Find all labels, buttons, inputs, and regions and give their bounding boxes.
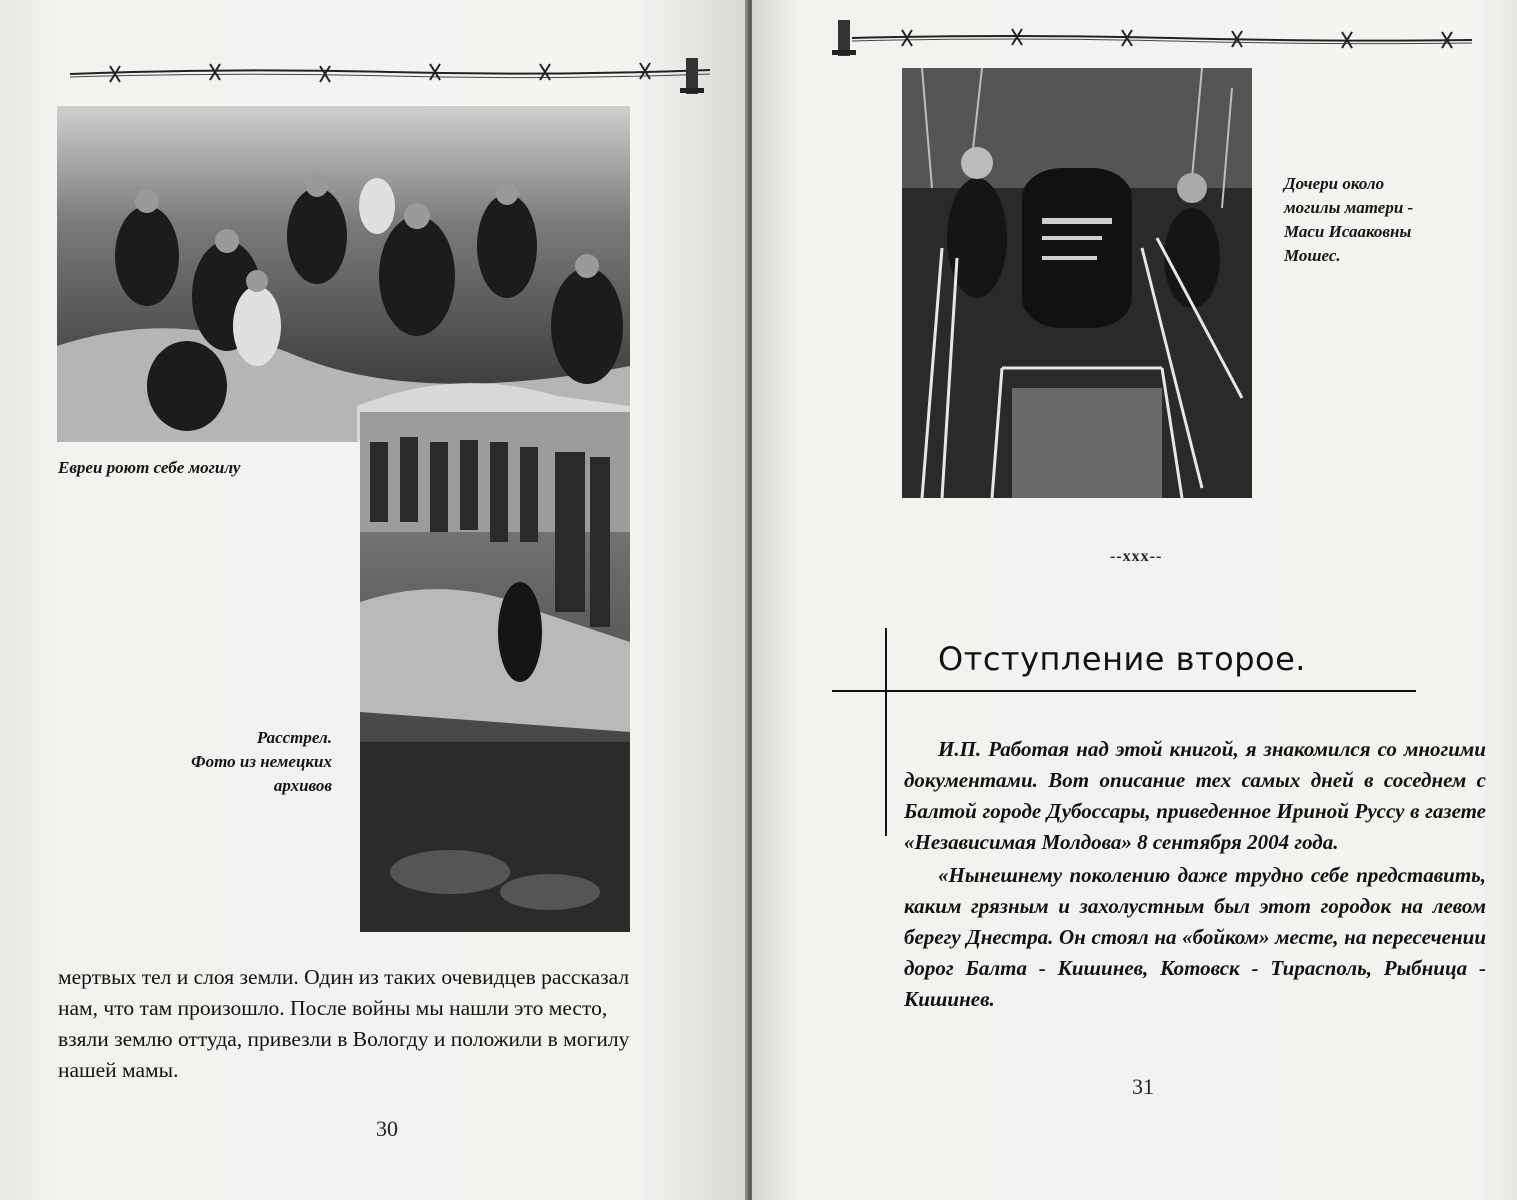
caption-line: могилы матери - (1284, 198, 1414, 217)
quote-paragraph: И.П. Работая над этой книгой, я знакомился со многими документами. Вот описание тех самых дней в соседнем с Балтой городе Дубоссары, приведенное Ириной Руссу в газете «Независимая Молдова» 8 сентября 2004 года. (904, 737, 1486, 854)
left-page (0, 0, 748, 1200)
barbed-wire-header (832, 20, 1472, 60)
caption-execution (120, 726, 332, 798)
body-line: нашей мамы. (58, 1058, 179, 1082)
caption-line: Мошес. (1284, 246, 1341, 265)
section-separator: --ххх-- (1110, 548, 1163, 565)
page-number-right: 31 (1132, 1074, 1154, 1099)
caption-digging: Евреи роют себе могилу (58, 458, 241, 477)
photo-execution (360, 412, 630, 932)
quote-paragraph: «Нынешнему поколению даже трудно себе представить, каким грязным и захолустным был этот городок на левом берегу Днестра. Он стоял на «бойком» месте, на пересечении дорог Балта - Кишинев, Котовск - Тирасполь, Рыбница - Кишинев. (904, 863, 1486, 1011)
photo-digging (57, 106, 630, 442)
caption-line: Дочери около (1284, 174, 1385, 193)
section-heading: Отступление второе. (938, 640, 1306, 678)
page-number-left: 30 (376, 1116, 398, 1141)
caption-grave (1284, 172, 1504, 268)
right-page (752, 0, 1517, 1200)
heading-vertical-rule (885, 628, 887, 836)
body-line: мертвых тел и слоя земли. Один из таких очевидцев рассказал (58, 965, 630, 989)
heading-horizontal-rule (832, 690, 1416, 692)
body-line: нам, что там произошло. После войны мы нашли это место, (58, 996, 608, 1020)
barbed-wire-header (70, 58, 710, 98)
quote-block (904, 734, 1486, 1017)
body-paragraph (58, 962, 728, 1086)
caption-line: Маси Исааковны (1284, 222, 1412, 241)
caption-line: архивов (273, 776, 332, 795)
caption-line: Расстрел. (256, 728, 332, 747)
body-line: взяли землю оттуда, привезли в Вологду и положили в могилу (58, 1027, 630, 1051)
caption-line: Фото из немецких (191, 752, 332, 771)
photo-grave (902, 68, 1252, 498)
